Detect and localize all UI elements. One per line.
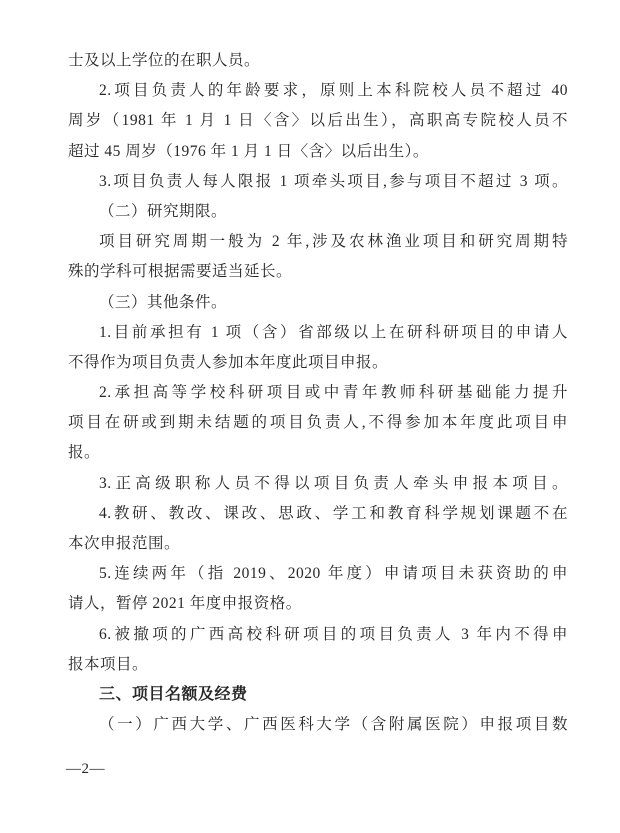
text-line: 报。 [68, 444, 101, 462]
text-line: 请人，暂停 2021 年度申报资格。 [68, 595, 302, 613]
text-line: 士及以上学位的在职人员。 [68, 52, 261, 69]
text-line: （三）其他条件。 [99, 293, 228, 311]
text-line: 报本项目。 [68, 655, 149, 673]
text-line: 6.被撤项的广西高校科研项目的项目负责人 3 年内不得申 [99, 625, 568, 643]
text-line: 3.项目负责人每人限报 1 项牵头项目,参与项目不超过 3 项。 [99, 172, 568, 190]
text-line: 超过 45 周岁（1976 年 1 月 1 日〈含〉以后出生）。 [68, 142, 429, 160]
text-line: 2.承担高等学校科研项目或中青年教师科研基础能力提升 [99, 384, 568, 402]
text-line: 2.项目负责人的年龄要求，原则上本科院校人员不超过 40 [99, 82, 568, 100]
text-line: 4.教研、教改、课改、思政、学工和教育科学规划课题不在 [99, 504, 568, 522]
section-heading: 三、项目名额及经费 [99, 685, 248, 703]
text-line: （二）研究期限。 [99, 202, 228, 220]
text-line: 本次申报范围。 [68, 535, 181, 552]
text-line: 项目在研或到期未结题的项目负责人,不得参加本年度此项目申 [68, 414, 568, 432]
text-line: （一）广西大学、广西医科大学（含附属医院）申报项目数 [99, 716, 568, 734]
text-line: 殊的学科可根据需要适当延长。 [68, 263, 293, 281]
text-line: 不得作为项目负责人参加本年度此项目申报。 [68, 353, 389, 371]
text-line: 周岁（1981 年 1 月 1 日〈含〉以后出生），高职高专院校人员不 [68, 112, 568, 130]
text-line: 1.目前承担有 1 项（含）省部级以上在研科研项目的申请人 [99, 323, 568, 341]
document-body [68, 46, 568, 740]
text-line: 5.连续两年（指 2019、2020 年度）申请项目未获资助的申 [99, 565, 568, 583]
text-line: 3.正高级职称人员不得以项目负责人牵头申报本项目。 [99, 474, 568, 492]
page-number: —2— [66, 761, 105, 777]
text-line: 项目研究周期一般为 2 年,涉及农林渔业项目和研究周期特 [99, 233, 568, 251]
